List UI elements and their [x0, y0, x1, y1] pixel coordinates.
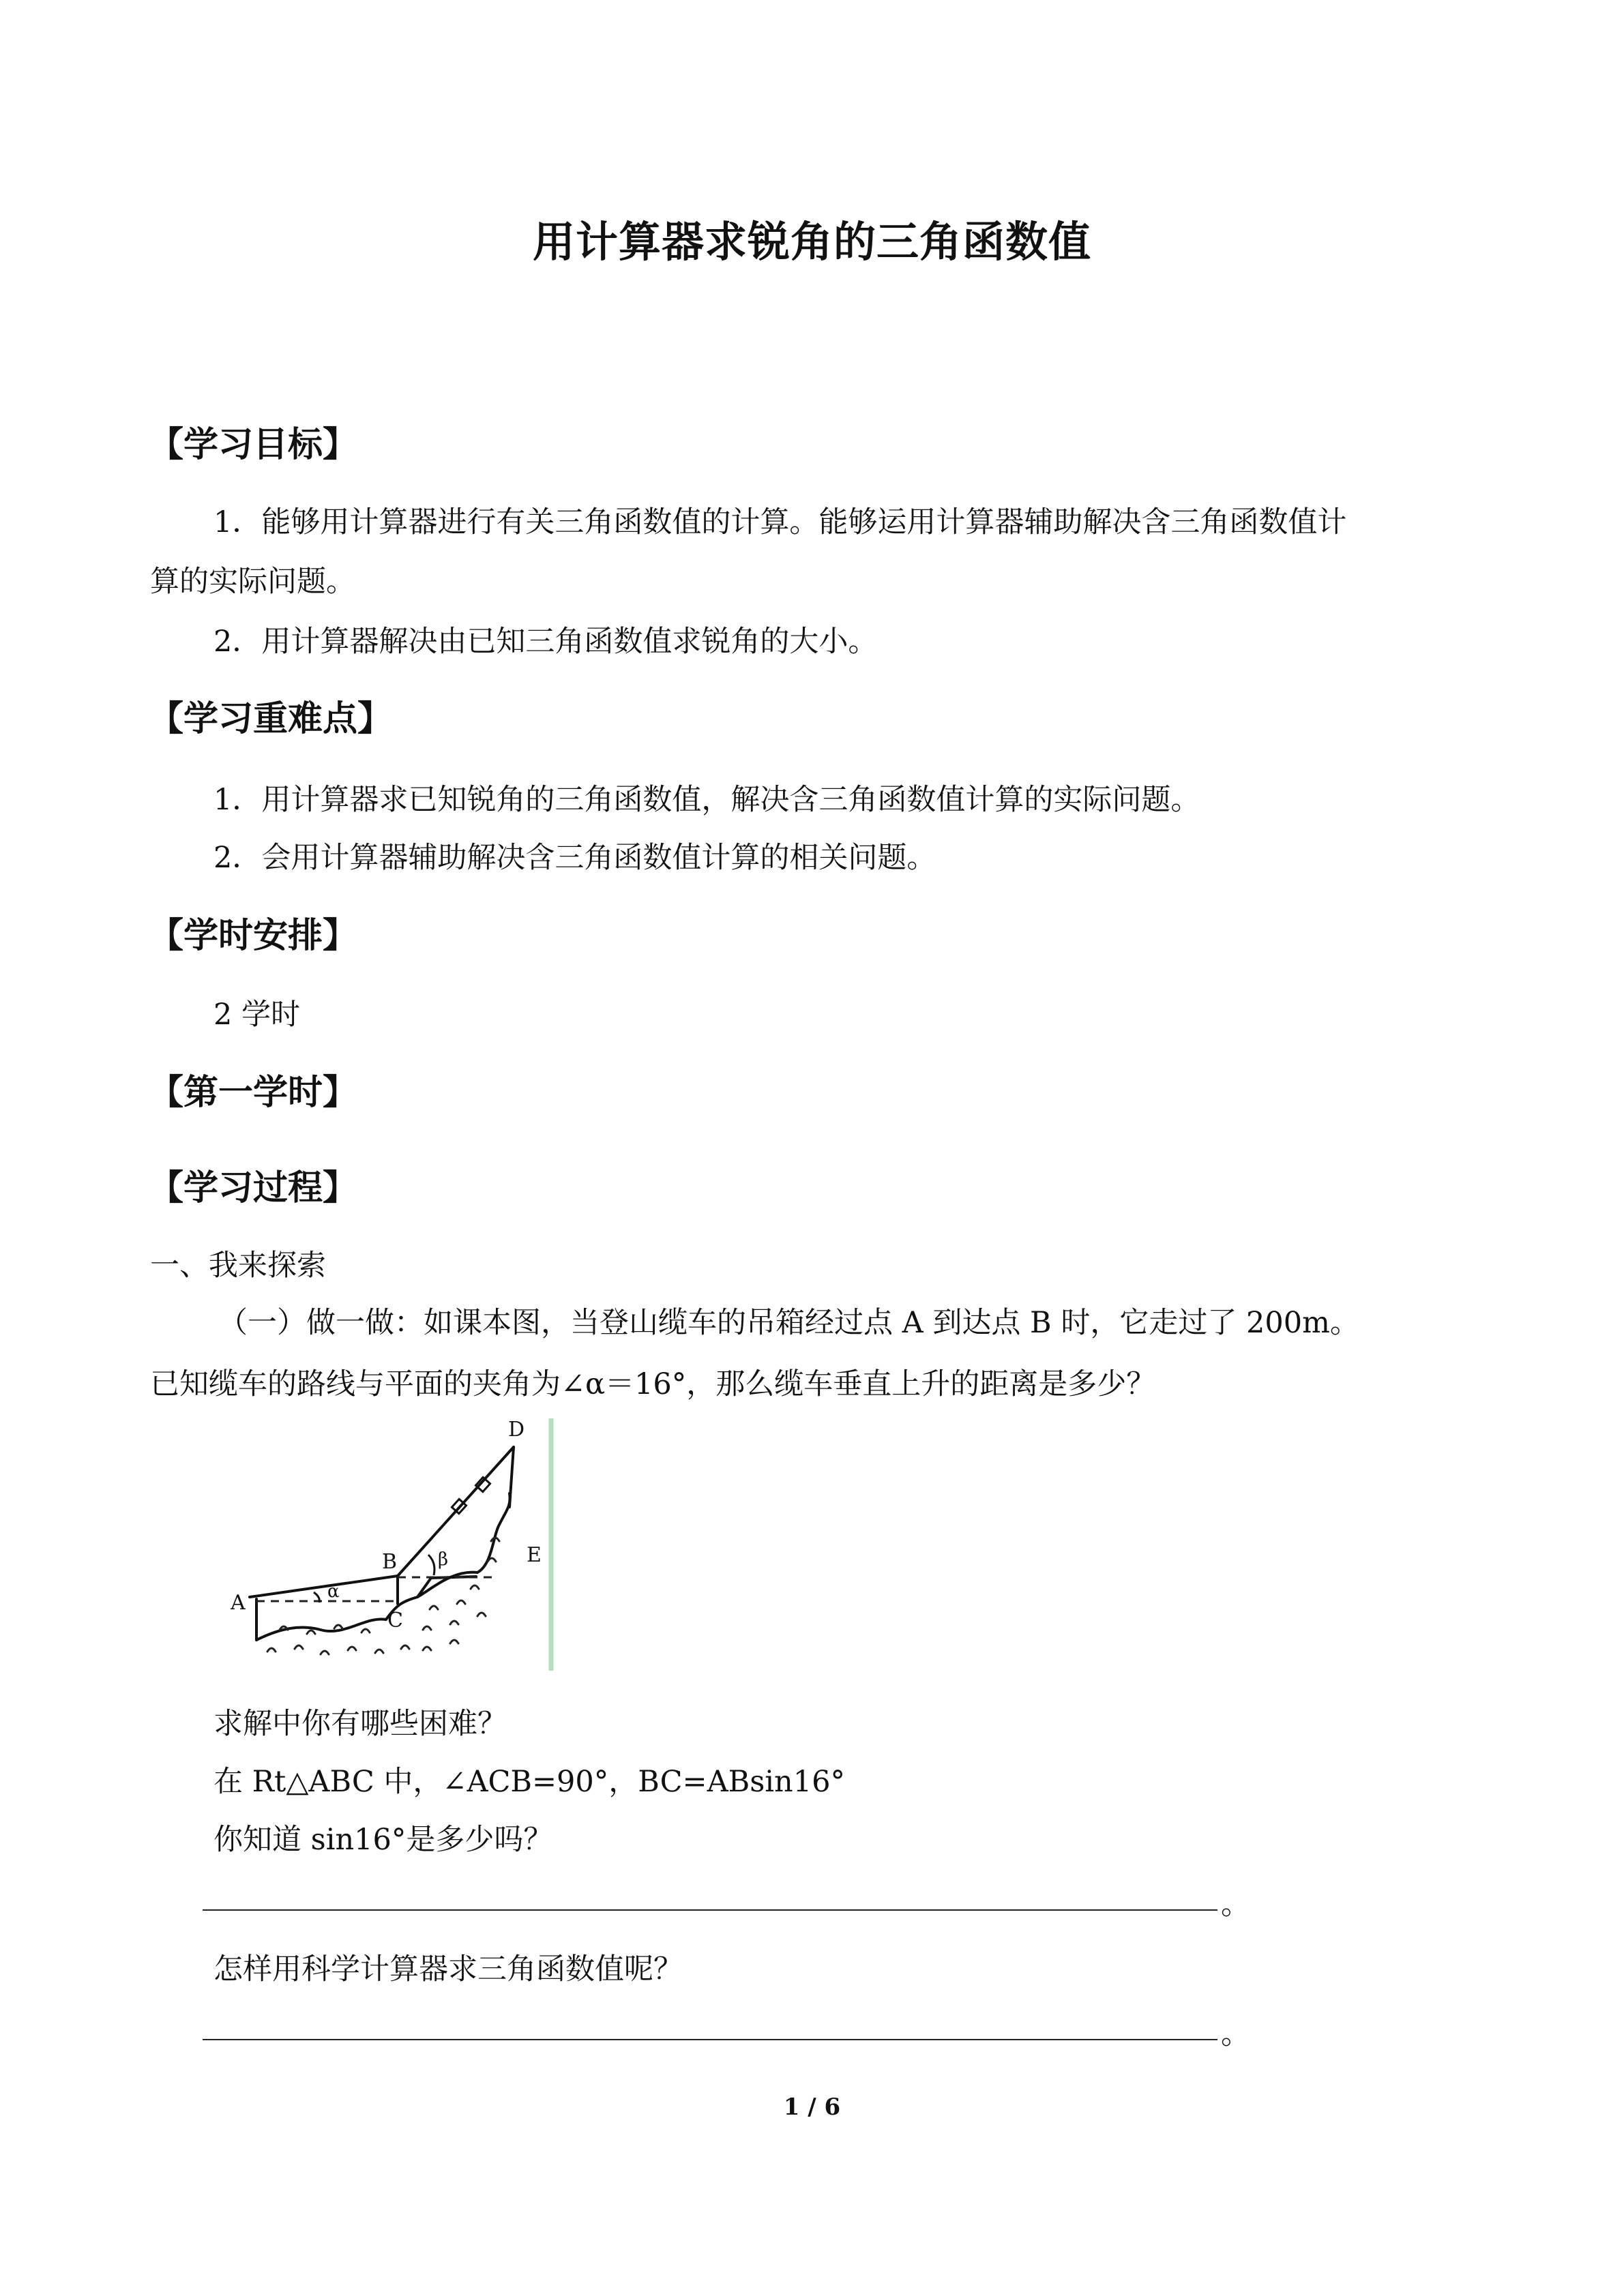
heading-key-points: 【学习重难点】 [149, 699, 393, 739]
figure-label-alpha: α [327, 1581, 340, 1602]
question-calculator: 怎样用科学计算器求三角函数值呢？ [213, 1952, 683, 1986]
key-point-item-2: 2．会用计算器辅助解决含三角函数值计算的相关问题。 [213, 841, 936, 875]
question-sin16: 你知道 sin16°是多少吗？ [213, 1823, 553, 1857]
schedule-text: 2 学时 [213, 998, 301, 1032]
question-difficulty: 求解中你有哪些困难？ [213, 1707, 507, 1741]
objective-item-2: 2．用计算器解决由已知三角函数值求锐角的大小。 [213, 625, 878, 659]
objective-item-1-line-2: 算的实际问题。 [150, 565, 355, 599]
problem-line-1: （一）做一做：如课本图，当登山缆车的吊箱经过点 A 到达点 B 时，它走过了 200m。 [218, 1306, 1359, 1340]
figure-label-a: A [231, 1591, 246, 1615]
problem-line-2: 已知缆车的路线与平面的夹角为∠α＝16°，那么缆车垂直上升的距离是多少？ [150, 1367, 1156, 1401]
page-title: 用计算器求锐角的三角函数值 [532, 217, 1091, 267]
heading-schedule: 【学时安排】 [149, 916, 358, 956]
question-rt-triangle: 在 Rt△ABC 中，∠ACB=90°，BC=ABsin16° [213, 1765, 845, 1799]
heading-first-period: 【第一学时】 [149, 1073, 358, 1113]
answer-blank-2-end: 。 [1221, 2017, 1250, 2051]
page-number: 1 / 6 [783, 2093, 841, 2121]
figure-label-b: B [382, 1550, 398, 1574]
key-point-item-1: 1．用计算器求已知锐角的三角函数值，解决含三角函数值计算的实际问题。 [213, 783, 1200, 817]
figure-label-beta: β [438, 1549, 449, 1570]
objective-item-1-line-1: 1．能够用计算器进行有关三角函数值的计算。能够运用计算器辅助解决含三角函数值计 [213, 505, 1347, 539]
answer-blank-1-end: 。 [1221, 1888, 1250, 1922]
figure-label-d: D [508, 1418, 525, 1442]
figure-label-e: E [527, 1543, 542, 1567]
heading-objectives: 【学习目标】 [149, 425, 358, 465]
figure-label-c: C [387, 1609, 403, 1632]
heading-process: 【学习过程】 [149, 1168, 358, 1208]
cable-car-figure [218, 1412, 559, 1678]
answer-blank-1[interactable] [203, 1909, 1217, 1911]
explore-title: 一、我来探索 [150, 1249, 326, 1283]
answer-blank-2[interactable] [203, 2039, 1217, 2040]
